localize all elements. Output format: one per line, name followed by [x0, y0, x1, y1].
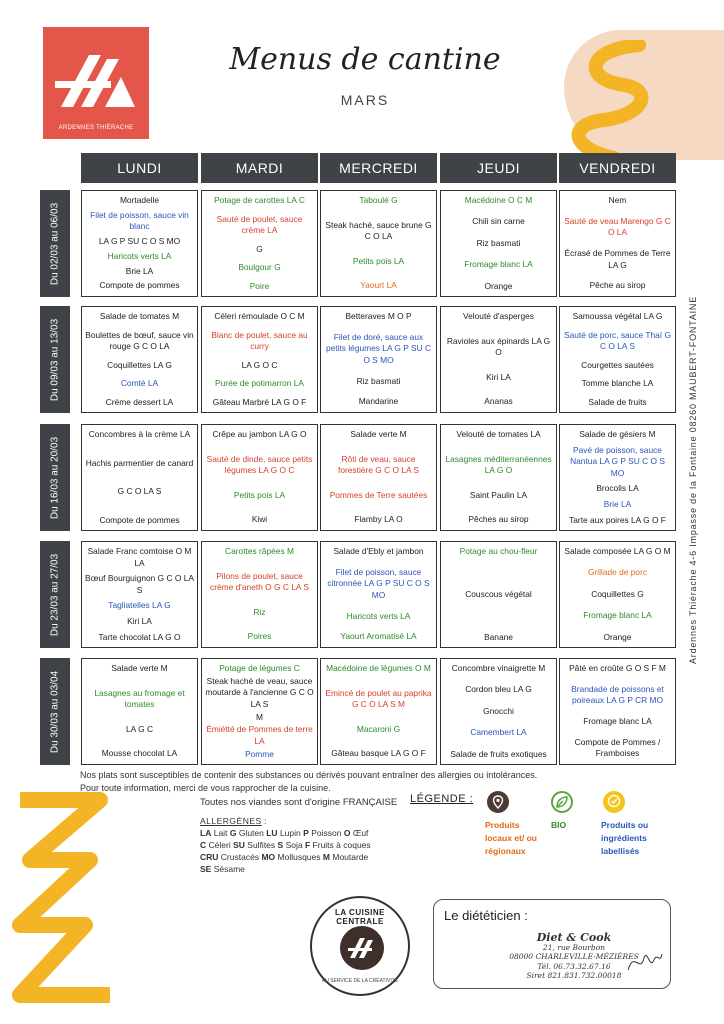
allergen-name: Sésame: [213, 864, 245, 874]
allergen-code: C: [200, 840, 207, 850]
menu-cell: [559, 658, 676, 765]
week-label-text: Du 16/03 au 20/03: [49, 436, 61, 519]
menu-item: Compote de pommes: [99, 280, 180, 291]
week-label-text: Du 23/03 au 27/03: [49, 553, 61, 636]
menu-item: Crème dessert LA: [105, 396, 174, 407]
day-header-5: VENDREDI: [559, 153, 676, 183]
page-title: Menus de cantine: [229, 42, 501, 77]
menu-item: Betteraves M O P: [345, 311, 412, 321]
seal-top-text: LA CUISINE CENTRALE: [334, 908, 386, 926]
allergy-disclaimer: [80, 769, 537, 795]
menu-item: Filet de poisson, sauce citronnée LA G P SU C O S MO: [327, 566, 430, 600]
ardennes-thierache-logo: [43, 27, 149, 139]
menu-cell: [81, 541, 198, 648]
menu-item: Filet de doré, sauce aux petits légumes LA G P SU C O S MO: [325, 331, 432, 365]
yellow-zigzag-decoration: [0, 790, 120, 1010]
week-label: [40, 658, 70, 765]
dietitian-title: Le diététicien :: [444, 908, 528, 923]
legend-bio-text: BIO: [551, 820, 567, 830]
seal-bottom-text: AU SERVICE DE LA CRÉATIVITÉ: [321, 978, 399, 984]
allergen-name: Mollusques: [277, 852, 321, 862]
menu-item: Salade verte M: [111, 663, 168, 673]
menu-item: Mousse chocolat LA: [101, 748, 178, 759]
day-header-4: JEUDI: [440, 153, 557, 183]
menu-item: Pommes de Terre sautées: [329, 489, 428, 500]
allergen-name: Œuf: [352, 828, 369, 838]
allergen-code: LU: [266, 828, 278, 838]
side-address-text: Ardennes Thiérache 4-6 Impasse de la Fontaine 08260 MAUBERT-FONTAINE: [688, 295, 698, 665]
menu-item: Cordon bleu LA G: [465, 684, 532, 695]
menu-cell: [440, 541, 557, 648]
menu-item: Yaourt Aromatisé LA: [340, 631, 417, 642]
allergen-code: P: [303, 828, 309, 838]
menu-item: Compote de Pommes / Framboises: [574, 736, 661, 759]
meat-origin-note: Toutes nos viandes sont d'origine FRANÇAISE: [200, 797, 398, 808]
menu-item: Tomme blanche LA: [581, 378, 654, 388]
menu-cell: [440, 424, 557, 531]
menu-item: Saint Paulin LA: [469, 489, 528, 500]
menu-item: Pomme: [245, 748, 274, 759]
seal-logo-icon: [340, 926, 384, 970]
disclaimer-line-2: Pour toute information, merci de vous rapprocher de la cuisine.: [80, 783, 331, 793]
menu-item: Velouté de tomates LA: [456, 429, 541, 439]
legend-local-text: Produits locaux et/ ou régionaux: [485, 820, 537, 856]
allergens-title: ALLERGÈNES: [200, 816, 262, 826]
month-label: MARS: [340, 92, 390, 108]
menu-item: Brie LA: [125, 265, 154, 276]
menu-item: Concombres à la crème LA: [88, 429, 191, 439]
menu-item: Tagliatelles LA G: [108, 600, 171, 611]
menu-item: LA G O C: [241, 359, 278, 370]
menu-cell: [320, 658, 437, 765]
allergen-code: O: [343, 828, 351, 838]
menu-item: Sauté de poulet, sauce crème LA: [216, 213, 303, 235]
allergen-name: Gluten: [238, 828, 264, 838]
menu-item: Brandade de poissons et poireaux LA G P CR MO: [571, 683, 664, 706]
menu-cell: [320, 424, 437, 531]
menu-cell: [201, 658, 318, 765]
allergen-name: Soja: [285, 840, 303, 850]
menu-cell: [559, 541, 676, 648]
menu-cell: [320, 306, 437, 413]
menu-item: Compote de pommes: [99, 514, 180, 525]
menu-item: LA G C: [126, 723, 153, 734]
menu-cell: [201, 306, 318, 413]
menu-item: Couscous végétal: [465, 588, 532, 599]
day-header-3: MERCREDI: [320, 153, 437, 183]
menu-item: Macédoine de légumes O M: [326, 663, 431, 673]
menu-item: Petits pois LA: [233, 489, 286, 500]
menu-item: Emincé de poulet au paprika G C O LA S M: [325, 687, 432, 710]
allergen-row: [200, 839, 371, 851]
menu-item: M: [256, 711, 263, 722]
menu-item: Pavé de poisson, sauce Nantua LA G P SU C O S MO: [570, 444, 665, 478]
menu-item: LA G P SU C O S MO: [98, 236, 181, 247]
legend-title: LÉGENDE :: [410, 793, 474, 805]
menu-item: Salade composée LA G O M: [564, 546, 671, 556]
menu-item: Poires: [247, 631, 272, 642]
menu-item: Potage au chou-fleur: [459, 546, 538, 556]
menu-item: Potage de carottes LA C: [214, 195, 305, 205]
legend-label-text: Produits ou ingrédients labellisés: [601, 820, 649, 856]
menu-item: Mortadelle: [119, 195, 160, 205]
menu-item: Taboulé G: [359, 195, 398, 205]
menu-item: Orange: [484, 280, 513, 291]
allergen-name: Fruits à coques: [312, 840, 371, 850]
menu-item: Céleri rémoulade O C M: [214, 311, 305, 321]
menu-item: Bœuf Bourguignon G C O LA S: [85, 573, 194, 595]
allergen-name: Sulfites: [247, 840, 276, 850]
menu-item: Grillade de porc: [587, 567, 648, 578]
menu-item: Riz basmati: [476, 237, 521, 248]
menu-item: Kiri LA: [127, 615, 152, 626]
menu-cell: [440, 658, 557, 765]
day-header-1: LUNDI: [81, 153, 198, 183]
menu-item: Camembert LA: [470, 727, 527, 738]
menu-item: Tarte aux poires LA G O F: [569, 514, 666, 525]
menu-item: G C O LA S: [117, 486, 162, 496]
allergen-code: LA: [200, 828, 212, 838]
allergen-code: MO: [261, 852, 276, 862]
week-label-text: Du 09/03 au 13/03: [49, 318, 61, 401]
menu-item: Salade de fruits exotiques: [450, 748, 547, 759]
week-label-text: Du 30/03 au 03/04: [49, 670, 61, 753]
menu-item: Kiwi: [251, 514, 268, 525]
menu-item: Gâteau Marbré LA G O F: [212, 396, 307, 407]
menu-cell: [440, 306, 557, 413]
menu-item: Salade d'Ebly et jambon: [333, 546, 424, 556]
week-label: [40, 424, 70, 531]
menu-item: Pâté en croûte G O S F M: [569, 663, 666, 673]
local-pin-icon: [487, 791, 509, 813]
menu-item: Steak haché de veau, sauce moutarde à l'ancienne G C O LA S: [205, 675, 314, 709]
allergen-name: Moutarde: [332, 852, 369, 862]
menu-item: Fromage blanc LA: [583, 610, 652, 621]
menu-item: Mandarine: [358, 396, 399, 407]
allergen-name: Lupin: [279, 828, 301, 838]
menu-item: Brie LA: [603, 498, 632, 509]
menu-item: Brocolis LA: [596, 483, 639, 494]
menu-item: Riz: [253, 606, 266, 617]
menu-item: Coquillettes G: [591, 588, 644, 599]
menu-item: Boulgour G: [238, 262, 281, 272]
menu-item: Orange: [603, 631, 632, 642]
menu-item: Salade de fruits: [588, 396, 647, 407]
allergen-code: SU: [233, 840, 245, 850]
allergen-code: SE: [200, 864, 212, 874]
menu-item: Salade Franc comtoise O M LA: [87, 546, 192, 568]
menu-item: Potage de légumes C: [219, 663, 300, 673]
menu-item: Nem: [608, 195, 627, 205]
menu-item: Ravioles aux épinards LA G O: [446, 335, 551, 358]
allergen-code: G: [229, 828, 237, 838]
menu-item: Steak haché, sauce brune G C O LA: [325, 219, 432, 242]
menu-item: G: [256, 243, 263, 254]
menu-item: Chili sin carne: [472, 216, 525, 227]
menu-cell: [440, 190, 557, 297]
menu-item: Pilons de poulet, sauce crème d'aneth O G C LA S: [210, 570, 309, 593]
menu-item: Sauté de veau Marengo G C O LA: [564, 215, 671, 238]
menu-item: Flamby LA O: [354, 514, 403, 525]
menu-item: Coquillettes LA G: [107, 359, 172, 370]
yellow-squiggle-decoration: [544, 40, 654, 170]
menu-item: Samoussa végétal LA G: [572, 311, 663, 321]
menu-item: Haricots verts LA: [346, 610, 411, 621]
stamp-line: 08000 CHARLEVILLE-MÉZIÈRES: [509, 952, 639, 961]
stamp-line: Tél. 06.73.32.67.16: [537, 961, 611, 971]
logo-text: ARDENNES THIÉRACHE: [58, 125, 134, 131]
allergen-code: CRU: [200, 852, 219, 862]
allergen-code: S: [277, 840, 284, 850]
menu-item: Haricots verts LA: [107, 250, 172, 261]
allergen-name: Céleri: [208, 840, 231, 850]
menu-item: Fromage blanc LA: [583, 716, 652, 727]
allergen-row: [200, 851, 371, 863]
menu-item: Salade verte M: [350, 429, 407, 439]
week-label-text: Du 02/03 au 06/03: [49, 202, 61, 285]
menu-cell: [559, 190, 676, 297]
menu-item: Sauté de dinde, sauce petits légumes LA G O C: [206, 453, 313, 476]
menu-item: Kiri LA: [486, 371, 511, 382]
menu-item: Sauté de porc, sauce Thaï G C O LA S: [564, 329, 671, 351]
menu-item: Courgettes sautées: [581, 359, 654, 370]
menu-item: Rôti de veau, sauce forestière G C O LA S: [338, 453, 419, 476]
side-address: [683, 280, 703, 680]
signature-icon: [624, 940, 664, 980]
menu-item: Carottes râpées M: [225, 546, 294, 556]
week-label: [40, 541, 70, 648]
day-header-2: MARDI: [201, 153, 318, 183]
menu-cell: [559, 306, 676, 413]
stamp-name: Diet & Cook: [536, 931, 612, 944]
menu-cell: [201, 541, 318, 648]
cuisine-centrale-seal: [310, 896, 410, 996]
menu-item: Pêche au sirop: [589, 280, 646, 291]
menu-cell: [81, 306, 198, 413]
allergen-name: Poisson: [311, 828, 342, 838]
menu-item: Riz basmati: [356, 375, 401, 386]
menu-cell: [320, 190, 437, 297]
allergen-row: [200, 863, 371, 875]
week-label: [40, 306, 70, 413]
menu-cell: [81, 424, 198, 531]
menu-item: Émiétté de Pommes de terre LA: [206, 724, 313, 746]
menu-item: Yaourt LA: [360, 280, 397, 291]
allergen-code: M: [322, 852, 330, 862]
stamp-line: Siret 821.831.732.00018: [526, 971, 622, 980]
dietitian-box: [433, 899, 671, 989]
menu-item: Écrasé de Pommes de Terre LA G: [564, 248, 671, 270]
menu-cell: [320, 541, 437, 648]
disclaimer-line-1: Nos plats sont susceptibles de contenir des substances ou dérivés pouvant entraîner des allergies ou intolérances.: [80, 770, 538, 780]
menu-cell: [201, 424, 318, 531]
menu-item: Banane: [484, 631, 513, 642]
menu-item: Tarte chocolat LA G O: [98, 631, 181, 642]
menu-item: Purée de potimarron LA: [215, 378, 304, 388]
menu-cell: [81, 658, 198, 765]
menu-item: Gnocchi: [483, 705, 514, 716]
menu-cell: [81, 190, 198, 297]
menu-item: Pêches au sirop: [468, 514, 529, 525]
menu-item: Macaroni G: [356, 723, 401, 734]
menu-item: Petits pois LA: [352, 255, 405, 266]
menu-item: Concombre vinaigrette M: [451, 663, 546, 673]
menu-item: Comté LA: [120, 378, 159, 388]
menu-item: Crêpe au jambon LA G O: [212, 429, 307, 439]
allergen-name: Lait: [213, 828, 228, 838]
allergens-list: ALLERGÈNES : LA Lait G Gluten LU Lupin P Poisson O Œuf C Céleri SU Sulfites S Soja F Fruits à coques CRU Crustacés MO Mollusques M Moutarde SE Sésame: [200, 816, 371, 874]
week-label: [40, 190, 70, 297]
label-medal-icon: [603, 791, 625, 813]
menu-cell: [201, 190, 318, 297]
menu-item: Blanc de poulet, sauce au curry: [211, 329, 308, 351]
logo-a-icon: [51, 45, 141, 115]
menu-item: Velouté d'asperges: [463, 311, 534, 321]
menu-cell: [559, 424, 676, 531]
menu-item: Fromage blanc LA: [464, 259, 533, 270]
menu-item: Lasagnes au fromage et tomates: [94, 687, 185, 710]
bio-leaf-icon: [551, 791, 573, 813]
allergen-name: Crustacés: [220, 852, 260, 862]
menu-item: Ananas: [484, 396, 513, 407]
stamp-line: 21, rue Bourbon: [542, 942, 606, 952]
menu-item: Hachis parmentier de canard: [85, 457, 194, 468]
allergen-code: F: [304, 840, 311, 850]
menu-item: Lasagnes méditerranéennes LA G O: [445, 453, 552, 476]
menu-item: Poire: [249, 280, 270, 291]
menu-item: Gâteau basque LA G O F: [331, 748, 426, 759]
allergen-row: [200, 827, 371, 839]
menu-item: Salade de tomates M: [99, 311, 180, 321]
menu-item: Salade de gésiers M: [579, 429, 656, 439]
menu-item: Macédoine O C M: [464, 195, 533, 205]
menu-item: Boulettes de bœuf, sauce vin rouge G C O LA: [85, 329, 194, 351]
menu-item: Filet de poisson, sauce vin blanc: [90, 209, 189, 232]
